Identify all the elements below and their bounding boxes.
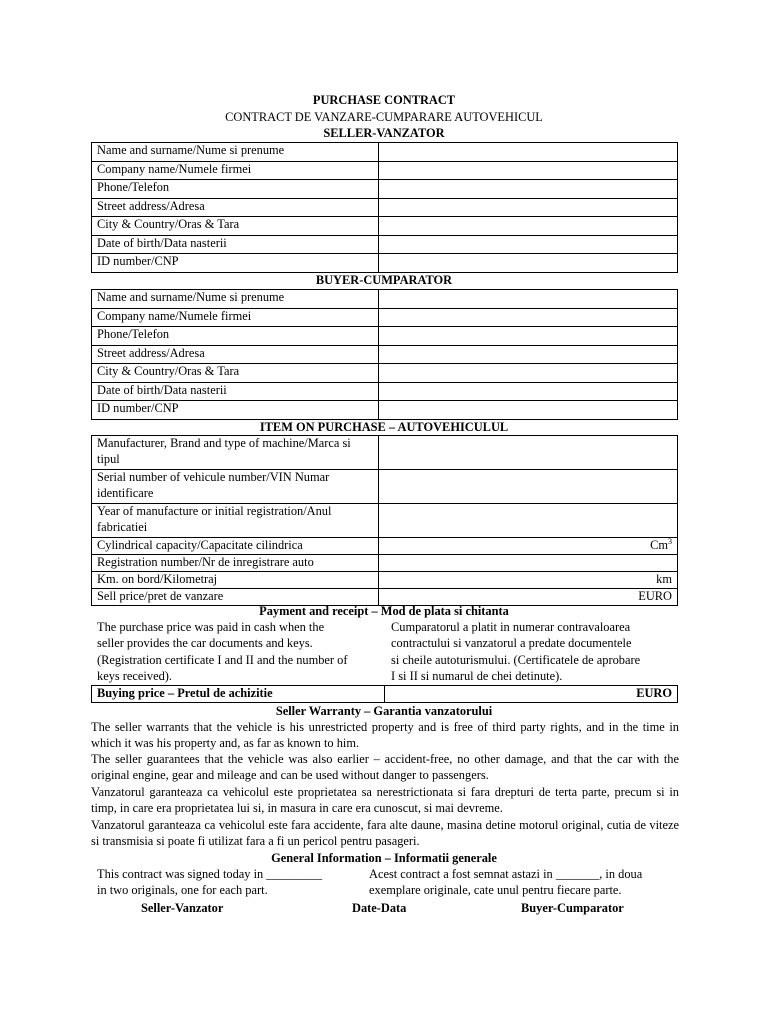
- table-row: [92, 504, 678, 538]
- warranty-paragraph: The seller warrants that the vehicle is his unrestricted property and is free of third party rights, and in the time in which it was his property and, as far as known to him.: [91, 720, 679, 751]
- field-label: City & Country/Oras & Tara: [92, 364, 379, 383]
- field-value[interactable]: [379, 180, 678, 199]
- field-label: Company name/Numele firmei: [92, 308, 379, 327]
- payment-text-ro: [391, 619, 681, 684]
- field-value[interactable]: [379, 235, 678, 254]
- field-value[interactable]: [379, 198, 678, 217]
- field-value[interactable]: [379, 364, 678, 383]
- buyer-table: [91, 289, 678, 420]
- field-label: Sell price/pret de vanzare: [92, 589, 379, 606]
- table-row: [92, 327, 678, 346]
- text-line: The purchase price was paid in cash when the: [97, 620, 325, 634]
- field-value[interactable]: km: [379, 572, 678, 589]
- unit-superscript: 3: [668, 536, 672, 546]
- field-value[interactable]: [379, 327, 678, 346]
- field-label: Manufacturer, Brand and type of machine/Marca si tipul: [92, 436, 379, 470]
- text-line: keys received).: [97, 668, 172, 683]
- field-label: Year of manufacture or initial registration/Anul fabricatiei: [92, 504, 379, 538]
- general-text-en: [97, 866, 367, 899]
- general-heading: General Information – Informatii generale: [271, 851, 497, 865]
- general-text-ro: [369, 866, 689, 899]
- field-value[interactable]: [379, 217, 678, 236]
- table-row: [92, 555, 678, 572]
- text-line: Cumparatorul a platit in numerar contravaloarea: [391, 620, 631, 634]
- text-line: in two originals, one for each part.: [97, 883, 268, 898]
- table-row: [92, 572, 678, 589]
- warranty-heading: Seller Warranty – Garantia vanzatorului: [275, 704, 493, 718]
- text-line: exemplare originale, cate unul pentru fiecare parte.: [369, 883, 622, 898]
- table-row: [92, 161, 678, 180]
- table-row: [92, 308, 678, 327]
- payment-heading: Payment and receipt – Mod de plata si chitanta: [259, 604, 509, 618]
- text-line: Acest contract a fost semnat astazi in _______, in doua: [369, 867, 643, 881]
- field-label: Phone/Telefon: [92, 327, 379, 346]
- warranty-paragraph: Vanzatorul garanteaza ca vehicolul este proprietatea sa nerestrictionata si fara drepturi de terta parte, precum si in timp, in care era proprietatea lui si, in masura in care era cunoscut, si mai devreme.: [91, 785, 679, 816]
- table-row: [92, 538, 678, 555]
- table-row: [92, 470, 678, 504]
- field-label: Street address/Adresa: [92, 345, 379, 364]
- warranty-paragraph: The seller guarantees that the vehicle was also earlier – accident-free, no other damage, and that the car with the original engine, gear and mileage and can be used without danger to passengers.: [91, 752, 679, 783]
- field-value[interactable]: [379, 308, 678, 327]
- table-row: [92, 254, 678, 273]
- text-line: si cheile autoturismului. (Certificatele de aprobare: [391, 652, 641, 667]
- table-row: [92, 235, 678, 254]
- item-table: [91, 435, 678, 606]
- field-label: ID number/CNP: [92, 254, 379, 273]
- table-row: [92, 217, 678, 236]
- field-label: Date of birth/Data nasterii: [92, 382, 379, 401]
- date-label: Date-Data: [352, 901, 407, 915]
- field-value[interactable]: [379, 401, 678, 420]
- field-label: Company name/Numele firmei: [92, 161, 379, 180]
- text-line: seller provides the car documents and keys.: [97, 636, 313, 651]
- field-value[interactable]: [379, 254, 678, 273]
- text-line: (Registration certificate I and II and the number of: [97, 652, 348, 667]
- buying-price-value[interactable]: EURO: [385, 686, 678, 703]
- table-row: [92, 364, 678, 383]
- document-title: PURCHASE CONTRACT: [312, 93, 456, 107]
- buying-price-label: Buying price – Pretul de achizitie: [92, 686, 385, 703]
- field-value[interactable]: [379, 345, 678, 364]
- buying-price-table: [91, 685, 678, 703]
- field-label: Cylindrical capacity/Capacitate cilindrica: [92, 538, 379, 555]
- field-label: Registration number/Nr de inregistrare auto: [92, 555, 379, 572]
- field-label: City & Country/Oras & Tara: [92, 217, 379, 236]
- field-label: Date of birth/Data nasterii: [92, 235, 379, 254]
- table-row: [92, 198, 678, 217]
- text-line: I si II si numarul de chei detinute).: [391, 668, 563, 683]
- field-label: Street address/Adresa: [92, 198, 379, 217]
- table-row: [92, 290, 678, 309]
- field-value[interactable]: [379, 382, 678, 401]
- text-line: This contract was signed today in _________: [97, 867, 323, 881]
- table-row: [92, 345, 678, 364]
- field-value[interactable]: [379, 436, 678, 470]
- table-row: [92, 401, 678, 420]
- buyer-heading: BUYER-CUMPARATOR: [315, 273, 453, 287]
- field-label: Name and surname/Nume si prenume: [92, 290, 379, 309]
- table-row: [92, 143, 678, 162]
- field-label: Serial number of vehicule number/VIN Numar identificare: [92, 470, 379, 504]
- field-value[interactable]: [379, 538, 678, 555]
- item-heading: ITEM ON PURCHASE – AUTOVEHICULUL: [259, 420, 509, 434]
- field-label: Phone/Telefon: [92, 180, 379, 199]
- unit-text: Cm: [650, 538, 668, 552]
- seller-signature-label: Seller-Vanzator: [141, 901, 224, 915]
- buyer-signature-label: Buyer-Cumparator: [521, 901, 624, 915]
- table-row: [92, 382, 678, 401]
- field-value[interactable]: [379, 290, 678, 309]
- field-value[interactable]: EURO: [379, 589, 678, 606]
- table-row: [92, 686, 678, 703]
- warranty-paragraph: Vanzatorul garanteaza ca vehicolul este fara accidente, fara alte daune, masina detine motorul original, cutia de viteze si transmisia si poate fi utilizat fara a fi un pericol pentru pasageri.: [91, 818, 679, 849]
- field-label: Km. on bord/Kilometraj: [92, 572, 379, 589]
- payment-text-en: [97, 619, 387, 684]
- field-label: Name and surname/Nume si prenume: [92, 143, 379, 162]
- field-label: ID number/CNP: [92, 401, 379, 420]
- field-value[interactable]: [379, 555, 678, 572]
- seller-table: [91, 142, 678, 273]
- text-line: contractului si vanzatorul a predate documentele: [391, 636, 632, 651]
- field-value[interactable]: [379, 143, 678, 162]
- seller-heading: SELLER-VANZATOR: [323, 126, 445, 140]
- field-value[interactable]: [379, 161, 678, 180]
- field-value[interactable]: [379, 470, 678, 504]
- document-subtitle: CONTRACT DE VANZARE-CUMPARARE AUTOVEHICUL: [225, 110, 543, 124]
- field-value[interactable]: [379, 504, 678, 538]
- table-row: [92, 180, 678, 199]
- table-row: [92, 436, 678, 470]
